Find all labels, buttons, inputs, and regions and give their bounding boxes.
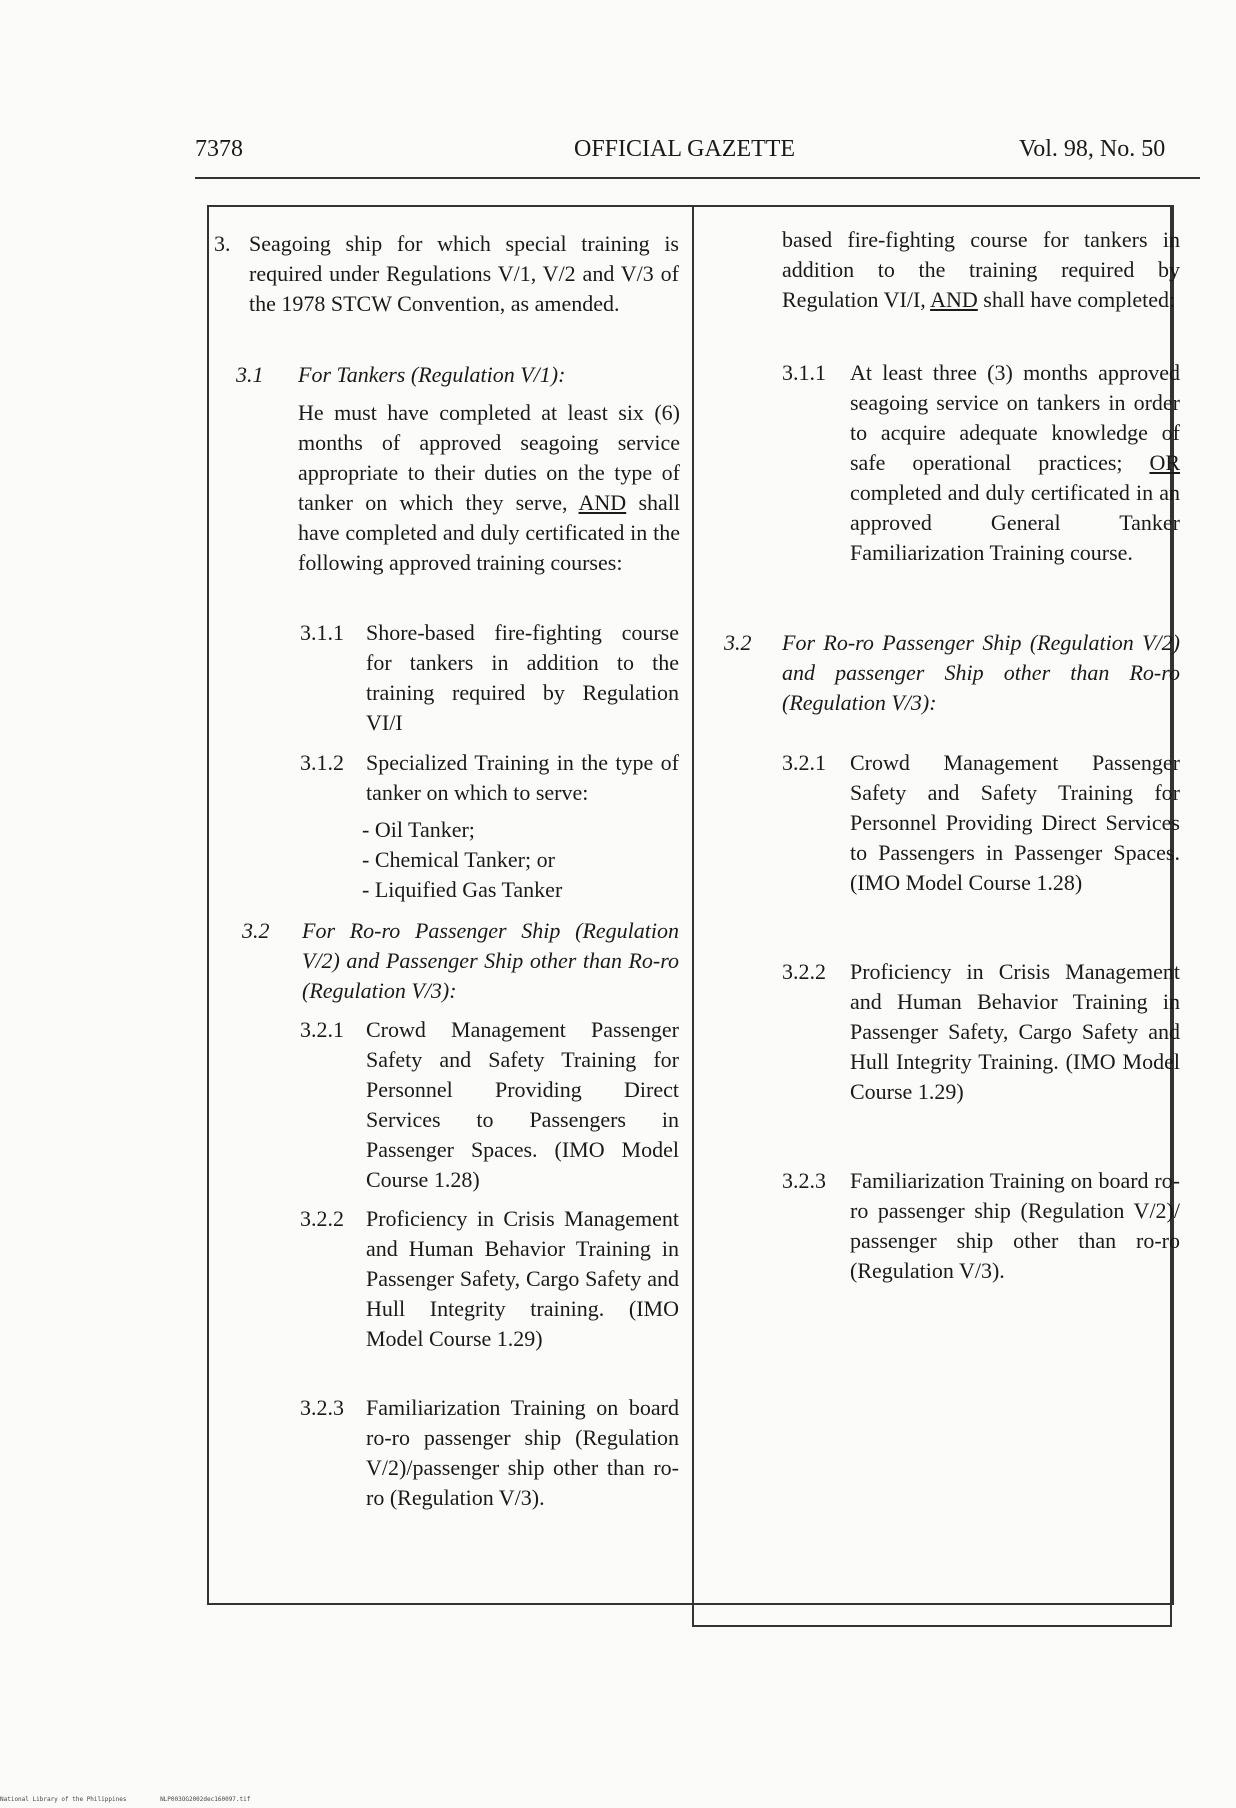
right-section-3-2-number: 3.2 bbox=[724, 630, 752, 655]
right-section-3-2-2-number: 3.2.2 bbox=[782, 959, 826, 984]
section-3-1-heading: For Tankers (Regulation V/1): bbox=[298, 362, 566, 387]
section-3-2-1-text: Crowd Management Passenger Safety and Safety Training for Personnel Providing Direct Services to Passengers in Passenger Spaces. (IMO Model Course 1.28) bbox=[366, 1017, 679, 1192]
right-section-3-2-3-text: Familiarization Training on board ro-ro passenger ship (Regulation V/2)/ passenger ship other than ro-ro (Regulation V/3). bbox=[850, 1168, 1180, 1283]
section-3-2-3-number: 3.2.3 bbox=[300, 1395, 344, 1420]
right-section-3-1-1-text-b: completed and duly certificated in an approved General Tanker Familiarization Training course. bbox=[850, 480, 1180, 565]
page-number: 7378 bbox=[195, 136, 243, 162]
section-3-1-1-text: Shore-based fire-fighting course for tankers in addition to the training required by Regulation VI/I bbox=[366, 620, 679, 735]
list-item: - Liquified Gas Tanker bbox=[362, 877, 563, 902]
and-emphasis: AND bbox=[578, 490, 627, 515]
scan-footer bbox=[0, 1796, 250, 1803]
section-3-2-number: 3.2 bbox=[242, 918, 270, 943]
right-section-3-2-2-text: Proficiency in Crisis Management and Human Behavior Training in Passenger Safety, Cargo Safety and Hull Integrity Training. (IMO Model Course 1.29) bbox=[850, 959, 1180, 1104]
section-3-2-1-number: 3.2.1 bbox=[300, 1017, 344, 1042]
or-emphasis: OR bbox=[1149, 450, 1180, 475]
item-3-number: 3. bbox=[214, 231, 231, 256]
section-3-2-2-text: Proficiency in Crisis Management and Human Behavior Training in Passenger Safety, Cargo Safety and Hull Integrity training. (IMO Model Course 1.29) bbox=[366, 1206, 679, 1351]
section-3-2-heading: For Ro-ro Passenger Ship (Regulation V/2) and Passenger Ship other than Ro-ro (Regulation V/3): bbox=[302, 918, 679, 1003]
section-3-2-2-number: 3.2.2 bbox=[300, 1206, 344, 1231]
footer-file: NLP003OG2002dec160097.tif bbox=[160, 1796, 251, 1803]
frame-bottom-edge bbox=[692, 1625, 1172, 1627]
section-3-1-1-number: 3.1.1 bbox=[300, 620, 344, 645]
list-item: - Oil Tanker; bbox=[362, 817, 475, 842]
right-section-3-1-1-text bbox=[850, 358, 1180, 568]
right-section-3-2-1-text: Crowd Management Passenger Safety and Safety Training for Personnel Providing Direct Services to Passengers in Passenger Spaces. (IMO Model Course 1.28) bbox=[850, 750, 1180, 895]
footer-library: National Library of the Philippines bbox=[0, 1796, 127, 1803]
section-3-2-3-text: Familiarization Training on board ro-ro passenger ship (Regulation V/2)/passenger ship other than ro-ro (Regulation V/3). bbox=[366, 1395, 679, 1510]
column-divider bbox=[692, 205, 694, 1627]
section-3-1-2-text: Specialized Training in the type of tanker on which to serve: bbox=[366, 750, 679, 805]
right-section-3-2-1-number: 3.2.1 bbox=[782, 750, 826, 775]
section-3-1-2-number: 3.1.2 bbox=[300, 750, 344, 775]
page-title: OFFICIAL GAZETTE bbox=[574, 136, 796, 162]
right-section-3-2-3-number: 3.2.3 bbox=[782, 1168, 826, 1193]
right-section-3-1-1-number: 3.1.1 bbox=[782, 360, 826, 385]
volume-number: Vol. 98, No. 50 bbox=[1019, 136, 1166, 162]
section-3-1-body bbox=[298, 398, 680, 578]
continued-text-b: shall have completed: bbox=[983, 287, 1176, 312]
section-3-1-number: 3.1 bbox=[236, 362, 264, 387]
section-3-1-body-a: He must have completed at least six (6) months of approved seagoing service appropriate to their duties on the type of tanker on which they serve, bbox=[298, 400, 680, 515]
list-item: - Chemical Tanker; or bbox=[362, 847, 555, 872]
item-3-text: Seagoing ship for which special training is required under Regulations V/1, V/2 and V/3 of the 1978 STCW Convention, as amended. bbox=[249, 231, 679, 316]
continued-text-a: based fire-fighting course for tankers in addition to the training required by Regulation VI/I, bbox=[782, 227, 1180, 312]
section-3-1-body-b: shall have completed and duly certificated in the following approved training courses: bbox=[298, 490, 681, 575]
right-section-3-2-heading: For Ro-ro Passenger Ship (Regulation V/2) and passenger Ship other than Ro-ro (Regulation V/3): bbox=[782, 630, 1180, 715]
and-emphasis: AND bbox=[930, 287, 978, 312]
continued-text bbox=[782, 225, 1180, 315]
right-section-3-1-1-text-a: At least three (3) months approved seagoing service on tankers in order to acquire adequate knowledge of safe operational practices; bbox=[850, 360, 1180, 475]
header-rule bbox=[195, 177, 1200, 179]
